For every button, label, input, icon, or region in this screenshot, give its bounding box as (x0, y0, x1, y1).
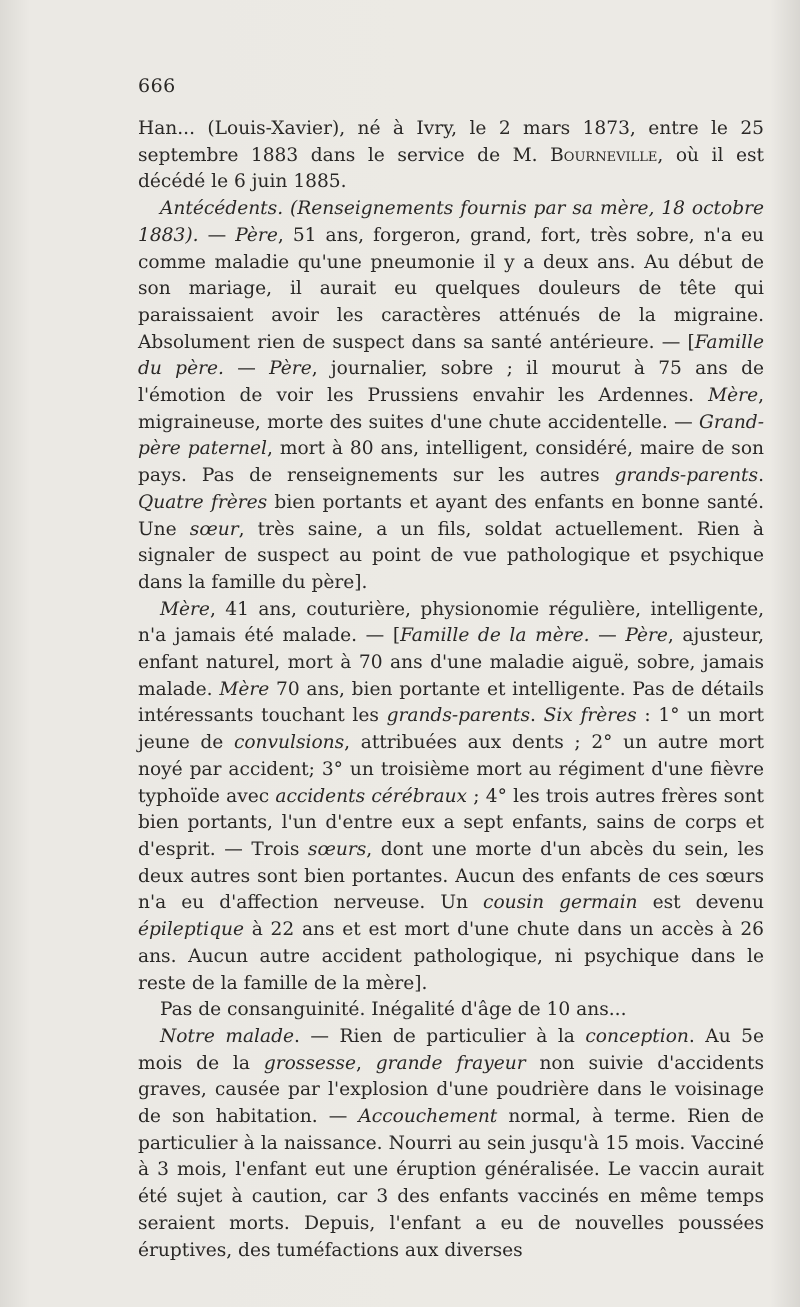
smallcaps-name: Bourneville (550, 144, 658, 166)
italic-text: Six frères (543, 705, 637, 727)
italic-text: Antécédents. (Renseignements fournis par sa mère, 18 octobre 1883). (138, 198, 764, 246)
paragraph (138, 997, 764, 1024)
italic-text: Quatre frères (138, 491, 268, 513)
text-run: , dont une morte d'un abcès du sein, les deux autres sont bien portantes. Aucun des enfants de ces sœurs n'a eu d'affection nerveuse. Un (138, 838, 764, 914)
italic-text: Père (235, 224, 278, 246)
text-run: , (355, 1052, 376, 1074)
text-run: Pas de consanguinité. Inégalité d'âge de 10 ans... (160, 999, 627, 1021)
text-run: est devenu (637, 892, 764, 914)
page-number: 666 (138, 75, 176, 97)
text-run: non suivie d'accidents graves, causée par l'explosion d'une poudrière dans le voisinage de son habitation. — (138, 1052, 764, 1128)
italic-text: épileptique (138, 919, 245, 941)
text-run: , très saine, a un fils, soldat actuellement. Rien à signaler de suspect au point de vue pathologique et psychique dans la famille du père]. (138, 518, 764, 593)
paragraph (138, 597, 764, 998)
italic-text: Mère (160, 598, 210, 620)
paragraph (138, 196, 764, 597)
italic-text: Mère (708, 385, 759, 407)
italic-text: accidents cérébraux (275, 785, 468, 807)
text-run: , migraineuse, morte des suites d'une chute accidentelle. — (138, 385, 764, 433)
text-run: , ajusteur, enfant naturel, mort à 70 ans d'une maladie aiguë, sobre, jamais malade. (138, 625, 764, 700)
text-run: — (198, 224, 236, 246)
italic-text: Famille du père. (138, 331, 764, 380)
text-run: normal, à terme. Rien de particulier à la naissance. Nourri au sein jusqu'à 15 mois. Vacciné à 3 mois, l'enfant eut une éruption généralisée. Le vaccin aurait été sujet à caution, car 3 des enfants vaccinés en même temps seraient morts. Depuis, l'enfant a eu de nouvelles poussées éruptives, des tuméfactions aux diverses (138, 1106, 764, 1261)
italic-text: grossesse (263, 1052, 356, 1074)
text-run: , mort à 80 ans, intelligent, considéré, maire de son pays. Pas de renseignements sur les autres (138, 438, 764, 487)
text-run: ; 4° les trois autres frères sont bien portants, l'un d'entre eux a sept enfants, sains de corps et d'esprit. — Trois (138, 785, 764, 860)
text-run: , où il est décédé le 6 juin 1885. (138, 144, 764, 193)
italic-text: cousin germain (483, 892, 638, 914)
text-run: à 22 ans et est mort d'une chute dans un accès à 26 ans. Aucun autre accident pathologique, ni psychique dans le reste de la famille de la mère]. (138, 919, 764, 994)
text-run: , journalier, sobre ; il mourut à 75 ans de l'émotion de voir les Prussiens envahir les Ardennes. (138, 358, 764, 407)
text-run: . (530, 705, 544, 727)
text-run: . (758, 465, 764, 487)
text-run: 70 ans, bien portante et intelligente. Pas de détails intéressants touchant les (138, 678, 764, 727)
paragraph (138, 116, 764, 196)
italic-text: Notre malade (160, 1025, 294, 1047)
italic-text: grande frayeur (375, 1052, 526, 1074)
italic-text: Père (625, 625, 668, 647)
italic-text: Famille de la mère. (400, 625, 590, 647)
text-run: , attribuées aux dents ; 2° un autre mort noyé par accident; 3° un troisième mort au régiment d'une fièvre typhoïde avec (138, 732, 765, 807)
text-run: Han... (Louis-Xavier), né à Ivry, le 2 mars 1873, entre le 25 septembre 1883 dans le service de M. (138, 118, 764, 166)
italic-text: Accouchement (358, 1106, 498, 1128)
body-text (138, 116, 764, 1264)
italic-text: grands-parents (614, 465, 759, 487)
text-run: . — Rien de particulier à la (293, 1025, 586, 1047)
text-run: — (589, 625, 626, 647)
italic-text: Grand-père paternel (138, 411, 764, 460)
italic-text: conception (585, 1025, 689, 1047)
paragraph (138, 1024, 764, 1264)
italic-text: Père (269, 358, 312, 380)
italic-text: Mère (219, 678, 270, 700)
italic-text: convulsions (233, 732, 345, 754)
text-run: , 41 ans, couturière, physionomie régulière, intelligente, n'a jamais été malade. — [ (138, 598, 764, 647)
text-run: , 51 ans, forgeron, grand, fort, très sobre, n'a eu comme maladie qu'une pneumonie il y a deux ans. Au début de son mariage, il aurait eu quelques douleurs de tête qui paraissaient avoir les caractères atténués de la migraine. Absolument rien de suspect dans sa santé antérieure. — [ (138, 224, 764, 353)
italic-text: sœur (189, 518, 239, 540)
text-run: . Au 5e mois de la (138, 1025, 765, 1074)
text-run: bien portants et ayant des enfants en bonne santé. Une (138, 491, 764, 540)
italic-text: sœurs (307, 838, 367, 860)
italic-text: grands-parents (386, 705, 531, 727)
text-run: : 1° un mort jeune de (138, 705, 764, 754)
text-run: — (223, 358, 270, 380)
